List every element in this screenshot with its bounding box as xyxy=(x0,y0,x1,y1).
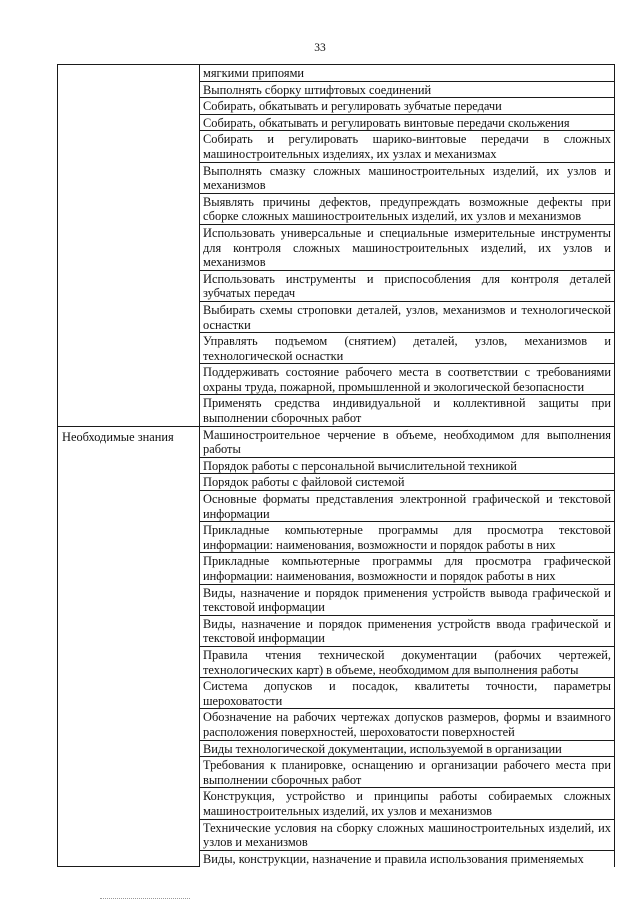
requirement-cell: Выбирать схемы строповки деталей, узлов, механизмов и технологической оснастки xyxy=(200,301,615,332)
requirement-cell: Выполнять сборку штифтовых соединений xyxy=(200,81,615,98)
requirement-cell: Виды, назначение и порядок применения устройств ввода графической и текстовой информации xyxy=(200,615,615,646)
requirement-cell: Технические условия на сборку сложных машиностроительных изделий, их узлов и механизмов xyxy=(200,819,615,850)
requirement-cell: Прикладные компьютерные программы для просмотра текстовой информации: наименования, возможности и порядок работы в них xyxy=(200,522,615,553)
requirement-cell: мягкими припоями xyxy=(200,65,615,82)
requirement-cell: Порядок работы с файловой системой xyxy=(200,474,615,491)
requirement-cell: Виды, конструкции, назначение и правила использования применяемых xyxy=(200,850,615,867)
requirement-cell: Конструкция, устройство и принципы работы собираемых сложных машиностроительных изделий, их узлов и механизмов xyxy=(200,788,615,819)
requirement-cell: Собирать, обкатывать и регулировать винтовые передачи скольжения xyxy=(200,114,615,131)
requirement-cell: Применять средства индивидуальной и коллективной защиты при выполнении сборочных работ xyxy=(200,395,615,426)
requirement-cell: Использовать универсальные и специальные измерительные инструменты для контроля сложных машиностроительных изделий, их узлов и механизмов xyxy=(200,224,615,270)
section-label-cell: Необходимые знания xyxy=(58,426,200,867)
section-label-cell xyxy=(58,65,200,427)
requirement-cell: Требования к планировке, оснащению и организации рабочего места при выполнении сборочных работ xyxy=(200,757,615,788)
requirement-cell: Собирать, обкатывать и регулировать зубчатые передачи xyxy=(200,98,615,115)
requirement-cell: Выполнять смазку сложных машиностроительных изделий, их узлов и механизмов xyxy=(200,162,615,193)
requirements-table-body xyxy=(58,65,615,867)
requirement-cell: Выявлять причины дефектов, предупреждать возможные дефекты при сборке сложных машиностроительных изделий, их узлов и механизмов xyxy=(200,193,615,224)
requirement-cell: Обозначение на рабочих чертежах допусков размеров, формы и взаимного расположения поверхностей, шероховатости поверхностей xyxy=(200,709,615,740)
requirement-cell: Система допусков и посадок, квалитеты точности, параметры шероховатости xyxy=(200,678,615,709)
page-number: 33 xyxy=(314,42,326,54)
scan-artifact-line xyxy=(100,898,190,900)
requirement-cell: Виды, назначение и порядок применения устройств вывода графической и текстовой информации xyxy=(200,584,615,615)
requirements-table xyxy=(57,64,615,867)
requirement-cell: Основные форматы представления электронной графической и текстовой информации xyxy=(200,491,615,522)
requirement-cell: Правила чтения технической документации (рабочих чертежей, технологических карт) в объеме, необходимом для выполнения работы xyxy=(200,646,615,677)
requirement-cell: Виды технологической документации, используемой в организации xyxy=(200,740,615,757)
requirement-cell: Машиностроительное черчение в объеме, необходимом для выполнения работы xyxy=(200,426,615,457)
requirement-cell: Поддерживать состояние рабочего места в соответствии с требованиями охраны труда, пожарной, промышленной и экологической безопасности xyxy=(200,364,615,395)
table-row xyxy=(58,426,615,457)
requirement-cell: Управлять подъемом (снятием) деталей, узлов, механизмов и технологической оснастки xyxy=(200,333,615,364)
requirement-cell: Собирать и регулировать шарико-винтовые передачи в сложных машиностроительных изделиях, их узлах и механизмах xyxy=(200,131,615,162)
requirement-cell: Порядок работы с персональной вычислительной техникой xyxy=(200,457,615,474)
requirement-cell: Использовать инструменты и приспособления для контроля деталей зубчатых передач xyxy=(200,270,615,301)
requirement-cell: Прикладные компьютерные программы для просмотра графической информации: наименования, возможности и порядок работы в них xyxy=(200,553,615,584)
table-row xyxy=(58,65,615,82)
